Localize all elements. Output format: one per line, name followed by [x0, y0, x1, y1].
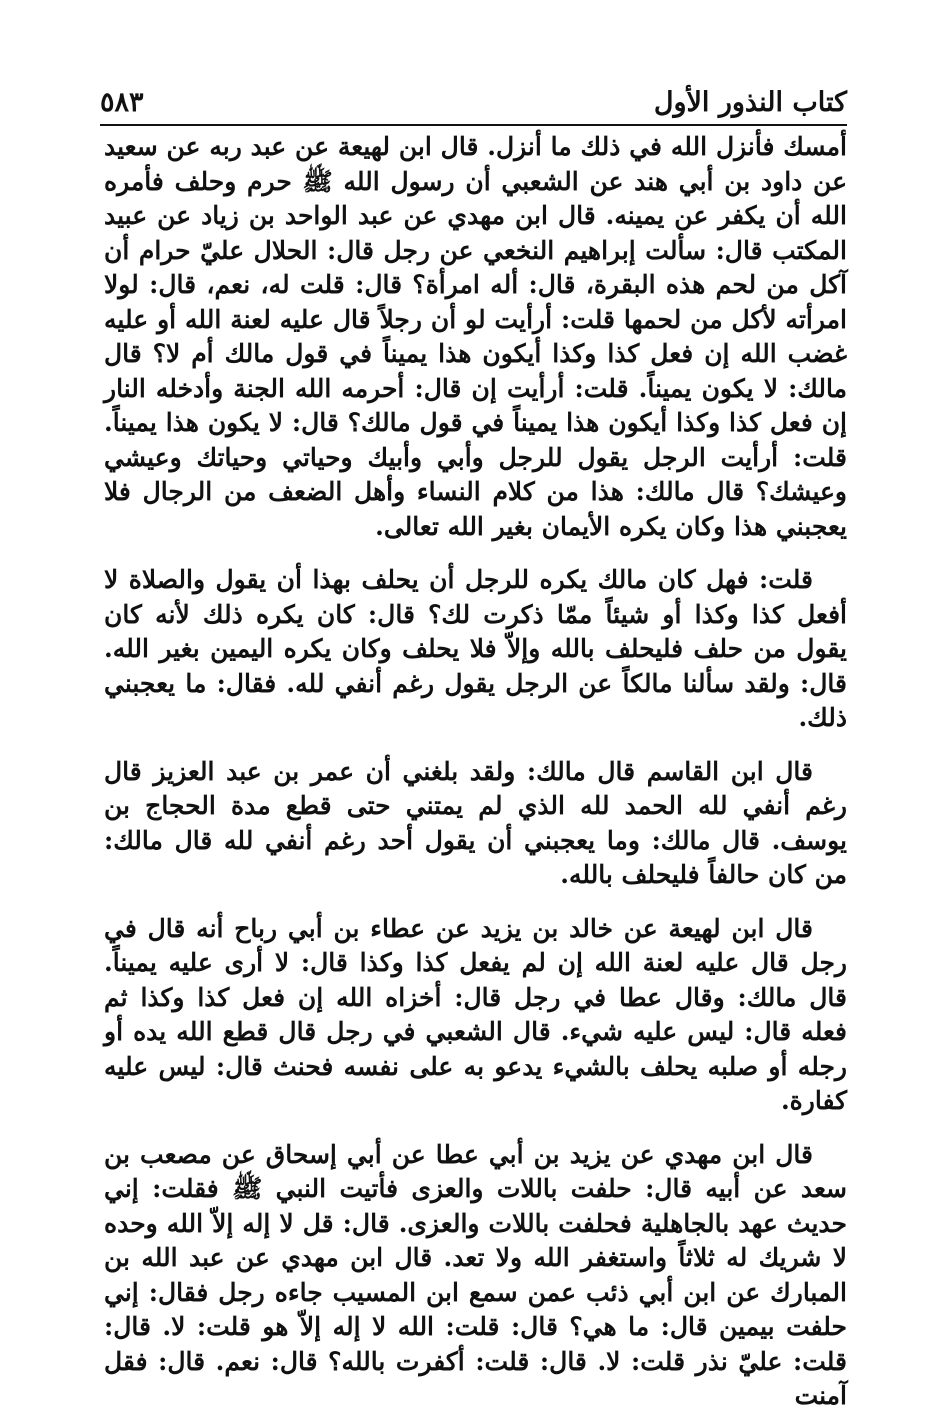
page-number: ٥٨٣	[100, 87, 144, 118]
paragraph: قلت: فهل كان مالك يكره للرجل أن يحلف بهذا أن يقول والصلاة لا أفعل كذا وكذا أو شيئاً ممّا ذكرت لك؟ قال: كان يكره ذلك لأنه كان يقول من حلف فليحلف بالله وإلاّ فلا يحلف وكان يكره اليمين بغير الله. قال: ولقد سألنا مالكاً عن الرجل يقول رغم أنفي لله. فقال: ما يعجبني ذلك.	[104, 565, 847, 732]
paragraph: أمسك فأنزل الله في ذلك ما أنزل. قال ابن لهيعة عن عبد ربه عن سعيد عن داود بن أبي هند عن الشعبي أن رسول الله ﷺ حرم وحلف فأمره الله أن يكفر عن يمينه. قال ابن مهدي عن عبد الواحد بن زياد عن عبيد المكتب قال: سألت إبراهيم النخعي عن رجل قال: الحلال عليّ حرام أن آكل من لحم هذه البقرة، قال: أله امرأة؟ قال: قلت له، نعم، قال: لولا امرأته لأكل من لحمها قلت: أرأيت لو أن رجلاً قال عليه لعنة الله أو عليه غضب الله إن فعل كذا وكذا أيكون هذا يميناً في قول مالك أم لا؟ قال مالك: لا يكون يميناً. قلت: أرأيت إن قال: أحرمه الله الجنة وأدخله النار إن فعل كذا وكذا أيكون هذا يميناً في قول مالك؟ قال: لا يكون هذا يميناً. قلت: أرأيت الرجل يقول للرجل وأبي وأبيك وحياتي وحياتك وعيشي وعيشك؟ قال مالك: هذا من كلام النساء وأهل الضعف من الرجال فلا يعجبني هذا وكان يكره الأيمان بغير الله تعالى.	[104, 132, 847, 541]
paragraph: قال ابن مهدي عن يزيد بن أبي عطا عن أبي إسحاق عن مصعب بن سعد عن أبيه قال: حلفت باللات والعزى فأتيت النبي ﷺ فقلت: إني حديث عهد بالجاهلية فحلفت باللات والعزى. قال: قل لا إله إلاّ الله وحده لا شريك له ثلاثاً واستغفر الله ولا تعد. قال ابن مهدي عن عبد الله بن المبارك عن ابن أبي ذئب عمن سمع ابن المسيب جاءه رجل فقال: إني حلفت بيمين قال: ما هي؟ قال: قلت: الله لا إله إلاّ هو قلت: لا. قال: قلت: عليّ نذر قلت: لا. قال: قلت: أكفرت بالله؟ قال: نعم. قال: فقل آمنت	[104, 1139, 847, 1410]
page-body	[104, 130, 847, 1414]
running-head: كتاب النذور الأول	[653, 87, 847, 118]
paragraph: قال ابن القاسم قال مالك: ولقد بلغني أن عمر بن عبد العزيز قال رغم أنفي لله الحمد لله الذي لم يمتني حتى قطع مدة الحجاج بن يوسف. قال مالك: وما يعجبني أن يقول أحد رغم أنفي لله قال مالك: من كان حالفاً فليحلف بالله.	[104, 756, 847, 889]
paragraph: قال ابن لهيعة عن خالد بن يزيد عن عطاء بن أبي رباح أنه قال في رجل قال عليه لعنة الله إن لم يفعل كذا وكذا قال: لا أرى عليه يميناً. قال مالك: وقال عطا في رجل قال: أخزاه الله إن فعل كذا وكذا ثم فعله قال: ليس عليه شيء. قال الشعبي في رجل قال قطع الله يده أو رجله أو صلبه يحلف بالشيء يدعو به على نفسه فحنث قال: ليس عليه كفارة.	[104, 913, 847, 1115]
page-header	[100, 80, 847, 126]
